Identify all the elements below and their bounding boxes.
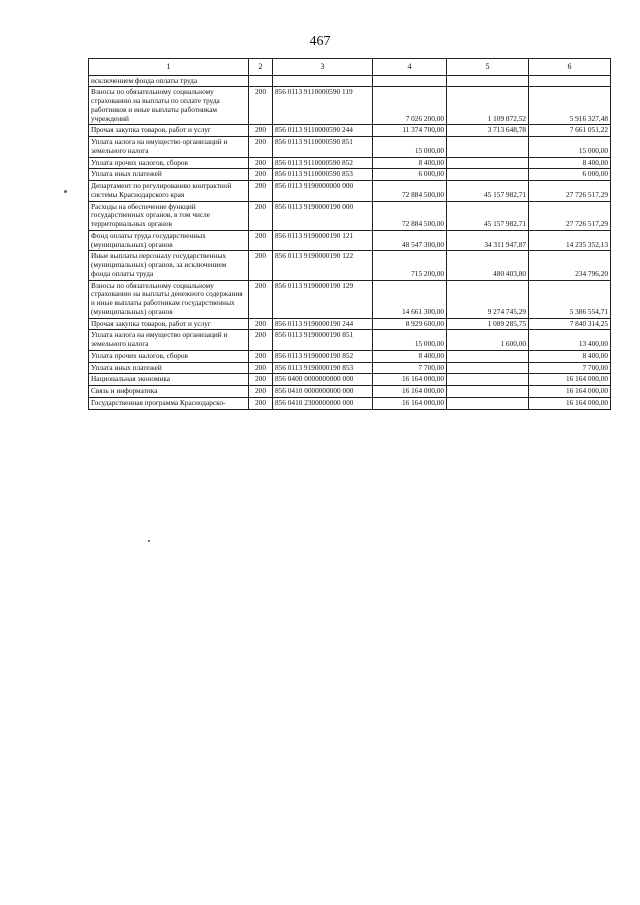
- line-code-cell: 200: [249, 362, 273, 374]
- line-item-name: Расходы на обеспечение функций государственных органов, в том числе территориальных органов: [89, 201, 249, 230]
- budget-classification-code: 856 0410 2300000000 000: [273, 397, 373, 409]
- amount-cell: 480 403,80: [447, 251, 529, 280]
- amount-cell: 234 796,20: [529, 251, 611, 280]
- table-row: [89, 75, 611, 87]
- amount-cell: 16 164 000,00: [529, 386, 611, 398]
- amount-cell: 8 400,00: [529, 157, 611, 169]
- amount-cell: 27 726 517,29: [529, 201, 611, 230]
- amount-cell: [447, 350, 529, 362]
- amount-cell: [447, 157, 529, 169]
- line-code-cell: 200: [249, 350, 273, 362]
- line-item-name: Уплата прочих налогов, сборов: [89, 350, 249, 362]
- line-code-cell: 200: [249, 181, 273, 202]
- page-number: 467: [309, 34, 331, 49]
- amount-cell: 15 000,00: [373, 137, 447, 158]
- budget-classification-code: 856 0113 9110000590 851: [273, 137, 373, 158]
- line-item-name: Уплата налога на имущество организаций и земельного налога: [89, 330, 249, 351]
- line-item-name: Фонд оплаты труда государственных (муниципальных) органов: [89, 230, 249, 251]
- amount-cell: 15 000,00: [373, 330, 447, 351]
- amount-cell: 16 164 000,00: [529, 374, 611, 386]
- amount-cell: [447, 169, 529, 181]
- budget-table-container: [88, 58, 610, 410]
- amount-cell: 7 840 314,25: [529, 318, 611, 330]
- amount-cell: [447, 374, 529, 386]
- amount-cell: 5 386 554,71: [529, 280, 611, 318]
- table-row: [89, 280, 611, 318]
- table-row: [89, 362, 611, 374]
- amount-cell: [529, 75, 611, 87]
- table-row: [89, 87, 611, 125]
- table-row: [89, 230, 611, 251]
- line-code-cell: 200: [249, 397, 273, 409]
- line-code-cell: 200: [249, 318, 273, 330]
- line-code-cell: 200: [249, 374, 273, 386]
- line-code-cell: 200: [249, 157, 273, 169]
- amount-cell: 9 274 745,29: [447, 280, 529, 318]
- amount-cell: [447, 137, 529, 158]
- line-item-name: исключением фонда оплаты труда: [89, 75, 249, 87]
- budget-classification-code: 856 0113 9110000590 119: [273, 87, 373, 125]
- line-code-cell: 200: [249, 137, 273, 158]
- budget-classification-code: 856 0113 9190000190 853: [273, 362, 373, 374]
- amount-cell: 13 400,00: [529, 330, 611, 351]
- table-row: [89, 181, 611, 202]
- scan-artifact: [148, 540, 150, 542]
- line-code-cell: 200: [249, 125, 273, 137]
- amount-cell: 3 713 648,78: [447, 125, 529, 137]
- amount-cell: [447, 386, 529, 398]
- table-header-row: [89, 59, 611, 76]
- amount-cell: [447, 397, 529, 409]
- amount-cell: 34 311 947,87: [447, 230, 529, 251]
- line-code-cell: [249, 75, 273, 87]
- line-code-cell: 200: [249, 330, 273, 351]
- amount-cell: 8 400,00: [373, 157, 447, 169]
- table-row: [89, 350, 611, 362]
- budget-classification-code: 856 0113 9190000190 122: [273, 251, 373, 280]
- scan-artifact: [64, 190, 67, 193]
- table-body: [89, 75, 611, 409]
- table-row: [89, 374, 611, 386]
- amount-cell: 14 235 352,13: [529, 230, 611, 251]
- amount-cell: 15 000,00: [529, 137, 611, 158]
- line-item-name: Государственная программа Краснодарско-: [89, 397, 249, 409]
- line-item-name: Уплата прочих налогов, сборов: [89, 157, 249, 169]
- line-code-cell: 200: [249, 230, 273, 251]
- amount-cell: 7 700,00: [373, 362, 447, 374]
- amount-cell: 1 109 872,52: [447, 87, 529, 125]
- amount-cell: 11 374 700,00: [373, 125, 447, 137]
- table-row: [89, 251, 611, 280]
- amount-cell: 715 200,00: [373, 251, 447, 280]
- table-row: [89, 125, 611, 137]
- budget-classification-code: 856 0113 9110000590 244: [273, 125, 373, 137]
- table-row: [89, 330, 611, 351]
- amount-cell: 5 916 327,48: [529, 87, 611, 125]
- line-item-name: Иные выплаты персоналу государственных (муниципальных) органов, за исключением фонда оплаты труда: [89, 251, 249, 280]
- line-code-cell: 200: [249, 201, 273, 230]
- line-item-name: Национальная экономика: [89, 374, 249, 386]
- line-item-name: Прочая закупка товаров, работ и услуг: [89, 318, 249, 330]
- column-header: 3: [273, 59, 373, 76]
- table-row: [89, 137, 611, 158]
- line-item-name: Уплата иных платежей: [89, 362, 249, 374]
- amount-cell: 7 026 200,00: [373, 87, 447, 125]
- amount-cell: [447, 75, 529, 87]
- table-row: [89, 169, 611, 181]
- line-item-name: Уплата иных платежей: [89, 169, 249, 181]
- line-item-name: Департамент по регулированию контрактной системы Краснодарского края: [89, 181, 249, 202]
- budget-classification-code: 856 0113 9190000190 244: [273, 318, 373, 330]
- amount-cell: 45 157 982,71: [447, 201, 529, 230]
- amount-cell: 72 884 500,00: [373, 181, 447, 202]
- table-row: [89, 201, 611, 230]
- column-header: 4: [373, 59, 447, 76]
- budget-classification-code: 856 0113 9190000190 000: [273, 201, 373, 230]
- column-header: 6: [529, 59, 611, 76]
- line-code-cell: 200: [249, 251, 273, 280]
- line-item-name: Связь и информатика: [89, 386, 249, 398]
- amount-cell: 6 000,00: [529, 169, 611, 181]
- amount-cell: 14 661 300,00: [373, 280, 447, 318]
- amount-cell: 8 400,00: [373, 350, 447, 362]
- line-item-name: Прочая закупка товаров, работ и услуг: [89, 125, 249, 137]
- amount-cell: 7 700,00: [529, 362, 611, 374]
- amount-cell: 16 164 000,00: [529, 397, 611, 409]
- amount-cell: [373, 75, 447, 87]
- amount-cell: [447, 362, 529, 374]
- budget-table: [88, 58, 611, 410]
- budget-classification-code: 856 0113 9110000590 853: [273, 169, 373, 181]
- amount-cell: 27 726 517,29: [529, 181, 611, 202]
- column-header: 1: [89, 59, 249, 76]
- budget-classification-code: 856 0113 9190000190 851: [273, 330, 373, 351]
- column-header: 5: [447, 59, 529, 76]
- amount-cell: 7 661 051,22: [529, 125, 611, 137]
- budget-classification-code: 856 0113 9190000000 000: [273, 181, 373, 202]
- table-row: [89, 157, 611, 169]
- column-header: 2: [249, 59, 273, 76]
- budget-classification-code: [273, 75, 373, 87]
- line-code-cell: 200: [249, 280, 273, 318]
- budget-classification-code: 856 0113 9190000190 121: [273, 230, 373, 251]
- budget-classification-code: 856 0410 0000000000 000: [273, 386, 373, 398]
- line-item-name: Уплата налога на имущество организаций и земельного налога: [89, 137, 249, 158]
- budget-classification-code: 856 0113 9110000590 852: [273, 157, 373, 169]
- amount-cell: 1 600,00: [447, 330, 529, 351]
- line-code-cell: 200: [249, 386, 273, 398]
- line-code-cell: 200: [249, 169, 273, 181]
- table-row: [89, 386, 611, 398]
- line-item-name: Взносы по обязательному социальному страхованию на выплаты денежного содержания и иные выплаты работникам государственных (муниципальных) органов: [89, 280, 249, 318]
- amount-cell: 16 164 000,00: [373, 386, 447, 398]
- amount-cell: 45 157 982,71: [447, 181, 529, 202]
- budget-classification-code: 856 0113 9190000190 129: [273, 280, 373, 318]
- amount-cell: 8 400,00: [529, 350, 611, 362]
- amount-cell: 16 164 000,00: [373, 397, 447, 409]
- amount-cell: 6 000,00: [373, 169, 447, 181]
- table-row: [89, 318, 611, 330]
- budget-classification-code: 856 0400 0000000000 000: [273, 374, 373, 386]
- amount-cell: 16 164 000,00: [373, 374, 447, 386]
- budget-classification-code: 856 0113 9190000190 852: [273, 350, 373, 362]
- amount-cell: 48 547 300,00: [373, 230, 447, 251]
- line-item-name: Взносы по обязательному социальному страхованию на выплаты по оплате труда работников и иные выплаты работникам учреждений: [89, 87, 249, 125]
- line-code-cell: 200: [249, 87, 273, 125]
- table-row: [89, 397, 611, 409]
- amount-cell: 72 884 500,00: [373, 201, 447, 230]
- amount-cell: 8 929 600,00: [373, 318, 447, 330]
- amount-cell: 1 089 285,75: [447, 318, 529, 330]
